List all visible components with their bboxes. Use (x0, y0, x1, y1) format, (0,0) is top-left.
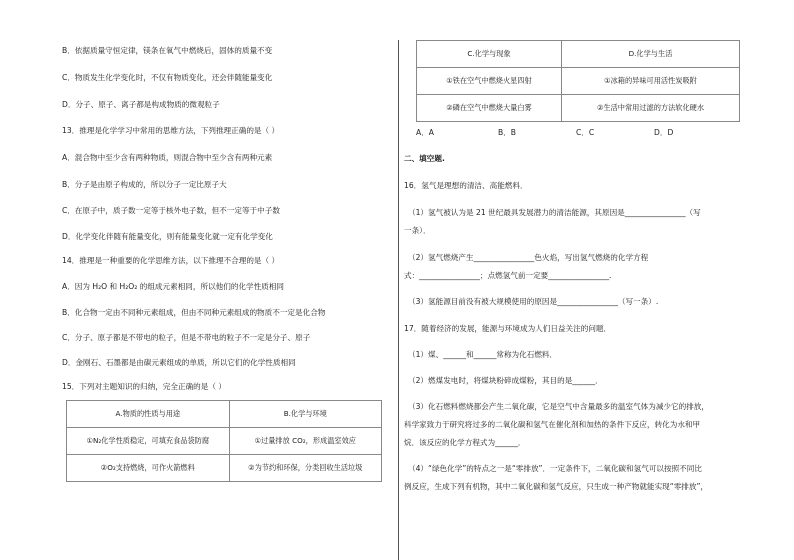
q17-part2: （2）燃煤发电时，将煤块粉碎成煤粉，其目的是______． (408, 376, 603, 385)
q12-option-b: B．依据质量守恒定律，镁条在氧气中燃烧后，固体的质量不变 (62, 46, 273, 55)
table-header: C.化学与现象 (417, 41, 562, 68)
q16-part2-cont: 式：________________；点燃氢气前一定要________________. (404, 271, 612, 280)
q17-part4: （4）“绿色化学”的特点之一是“零排放”．一定条件下，二氧化碳和氢气可以按照不同比 (408, 464, 702, 473)
q12-option-c: C．物质发生化学变化时，不仅有物质变化，还会伴随能量变化 (62, 73, 273, 82)
q13-option-b: B．分子是由原子构成的，所以分子一定比原子大 (62, 180, 227, 189)
table-cell: ②O₂支持燃烧，可作火箭燃料 (67, 455, 230, 482)
q17-stem: 17．随着经济的发展，能源与环境成为人们日益关注的问题． (404, 324, 612, 333)
column-divider (398, 40, 399, 560)
table-cell: ①过量排放 CO₂，形成温室效应 (229, 428, 381, 455)
q17-part4-cont: 例反应，生成下列有机物，其中二氧化碳和氢气反应，只生成一种产物就能实现“零排放”， (404, 482, 709, 491)
q14-option-c: C．分子、原子都是不带电的粒子，但是不带电的粒子不一定是分子、原子 (62, 333, 311, 342)
q12-option-d: D．分子、原子、离子都是构成物质的微观粒子 (62, 100, 220, 109)
q13-stem: 13．推理是化学学习中常用的思维方法，下列推理正确的是（ ） (62, 126, 280, 135)
table-cell: ②为节约和环保，分类回收生活垃圾 (229, 455, 381, 482)
q15-option-a: A．A (416, 128, 434, 137)
table-header: A.物质的性质与用途 (67, 401, 230, 428)
q13-option-a: A．混合物中至少含有两种物质，则混合物中至少含有两种元素 (62, 153, 273, 162)
q14-stem: 14．推理是一种重要的化学思维方法，以下推理不合理的是（ ） (62, 256, 280, 265)
table-cell: ①铁在空气中燃烧火星四射 (417, 68, 562, 95)
q17-part1: （1）煤、______和______常称为化石燃料． (408, 350, 558, 359)
q17-part3: （3）化石燃料燃烧都会产生二氧化碳，它是空气中含量最多的温室气体为减少它的排放， (408, 402, 709, 411)
q16-part1-cont: 一条）． (404, 226, 431, 235)
table-cell: ②生活中常用过滤的方法软化硬水 (561, 95, 739, 122)
table-cell: ①冰箱的异味可用活性炭吸附 (561, 68, 739, 95)
q15-option-d: D．D (654, 128, 674, 137)
q16-part3: （3）氢能源目前没有被大规模使用的原因是________________（写一条）. (408, 297, 659, 306)
q14-option-b: B．化合物一定由不同种元素组成，但由不同种元素组成的物质不一定是化合物 (62, 308, 326, 317)
right-column (400, 0, 794, 560)
q16-stem: 16．氢气是理想的清洁、高能燃料． (404, 181, 528, 190)
q14-option-d: D．金刚石、石墨都是由碳元素组成的单质，所以它们的化学性质相同 (62, 358, 296, 367)
q16-part2: （2）氢气燃烧产生________________色火焰，写出氢气燃烧的化学方程 (408, 253, 649, 262)
table-cell: ②磷在空气中燃烧大量白雾 (417, 95, 562, 122)
table-cell: ①N₂化学性质稳定，可填充食品袋防腐 (67, 428, 230, 455)
q15-option-b: B．B (498, 128, 517, 137)
q13-option-d: D．化学变化伴随有能量变化，则有能量变化就一定有化学变化 (62, 232, 273, 241)
q13-option-c: C．在原子中，质子数一定等于核外电子数，但不一定等于中子数 (62, 206, 280, 215)
q17-part3-cont1: 科学家致力于研究将过多的二氧化碳和氢气在催化剂和加热的条件下反应，转化为水和甲 (404, 420, 701, 429)
q17-part3-cont2: 烷．该反应的化学方程式为______． (404, 438, 526, 447)
q15-table-ab (66, 400, 382, 482)
q14-option-a: A．因为 H₂O 和 H₂O₂ 的组成元素相同，所以他们的化学性质相同 (62, 282, 285, 291)
q15-stem: 15．下列对主题知识的归纳，完全正确的是（ ） (62, 382, 226, 391)
q15-option-c: C．C (576, 128, 595, 137)
q15-table-cd (416, 40, 740, 122)
table-header: D.化学与生活 (561, 41, 739, 68)
section-title: 二、填空题. (404, 154, 445, 163)
table-header: B.化学与环境 (229, 401, 381, 428)
q16-part1: （1）氢气被认为是 21 世纪最具发展潜力的清洁能源，其原因是________________（写 (408, 208, 701, 217)
